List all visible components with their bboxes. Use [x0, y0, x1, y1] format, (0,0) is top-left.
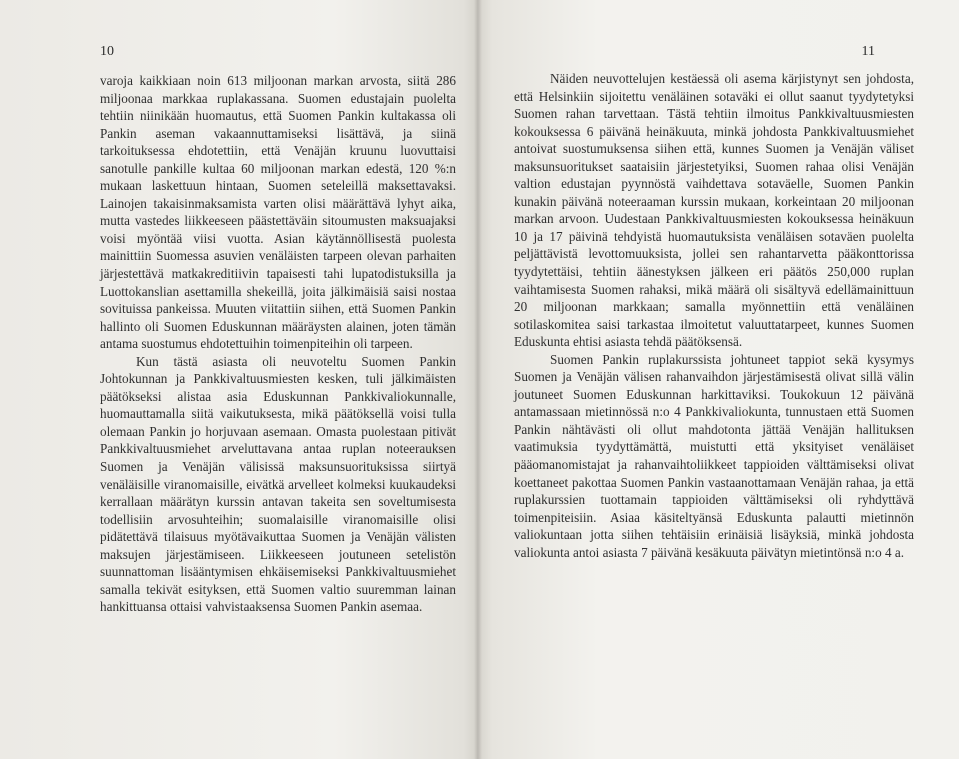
right-paragraph-2: Suomen Pankin ruplakurssista johtuneet tappiot sekä kysymys Suomen ja Venäjän välisen rahanvaihdon järjestämisestä olivat sillä välin joutuneet Suomen Eduskunnan harkittaviksi. Toukokuun 12 päivänä antamassaan mietinnössä n:o 4 Pankkivaliokunta, tunnustaen että Suomen Pankin nähtävästi oli ollut mahdotonta jättää Venäjän hallituksen vaatimuksia tyydyttämättä, muistutti että yksityiset venäläiset pääomanomistajat ja rahanvaihtoliikkeet tappioiden välttämiseksi olivat koettaneet pakottaa Suomen Pankin vastaanottamaan Venäjän rahaa, ja että ruplakurssien tuottamain tappioiden välttämiseksi oli ryhdyttävä toimenpiteisiin. Asiaa käsiteltyänsä Eduskunta palautti mietinnön valiokuntaan jotta siihen tehtäisiin erinäisiä lisäyksiä, minkä johdosta valiokunta antoi asiasta 7 päivänä kesäkuuta päivätyn mietintönsä n:o 4 a. [514, 351, 914, 560]
right-page-body [514, 70, 914, 561]
right-page-number: 11 [861, 44, 875, 59]
book-gutter [474, 0, 482, 759]
left-paragraph-2: Kun tästä asiasta oli neuvoteltu Suomen Pankin Johtokunnan ja Pankkivaltuusmiesten kesken, tuli jälkimäisten päätökseksi alistaa asia Eduskunnan Pankkivaliokunnalle, huomauttamalla siitä vaikutuksesta, mikä päätöksellä voisi tulla olemaan Pankin jo horjuvaan asemaan. Omasta puolestaan pitivät Pankkivaltuusmiehet arveluttavana antaa ruplan noteerauksen Suomen ja Venäjän välisissä maksunsuorituksissa siirtyä venäläisille viranomaisille, eivätkä arvelleet kolmeksi kuukaudeksi kerrallaan määrätyn kurssin antavan takeita sen soveltumisesta todellisiin arvosuhteihin; suomalaisille viranomaisille olisi pidätettävä tilaisuus myötävaikuttaa Suomen ja Venäjän välisten maksujen järjestämiseen. Liikkeeseen joutuneen setelistön suunnattoman lisääntymisen ehkäisemiseksi Pankkivaltuusmiehet samalla tekivät esityksen, että Suomen valtio suuremman lainan hankittuansa ottaisi vahvistaaksensa Suomen Pankin asemaa. [100, 353, 456, 615]
left-page-number: 10 [100, 44, 114, 59]
left-page [0, 0, 478, 759]
right-page [478, 0, 959, 759]
right-paragraph-1: Näiden neuvottelujen kestäessä oli asema kärjistynyt sen johdosta, että Helsinkiin sijoitettu venäläinen sotaväki ei ollut saanut tyydytetyksi Suomen rahan tarvettaan. Tästä tehtiin ilmoitus Pankkivaltuusmiesten kokouksessa 6 päivänä heinäkuuta, minkä johdosta Pankkivaltuusmiehet antoivat suostumuksensa siihen että, kunnes Suomen ja Venäjän väliset maksunsuoritukset saataisiin järjestetyiksi, Suomen rahaa olisi Venäjän valtion edustajan pyynnöstä vaihdettava sotaväelle, Suomen Pankin kunakin päivänä noteeraaman kurssin mukaan, korkeintaan 20 miljoonan markan arvoon. Uudestaan Pankkivaltuusmiesten kokouksessa heinäkuun 10 ja 17 päivinä tehdyistä huomautuksista venäläisen sotaväen puolelta peljättävistä levottomuuksista, jollei sen rahantarvetta pääkonttorissa tyydytettäisi, tehtiin äänestyksen jälkeen eri päätös 250,000 ruplan vaihtamisesta Suomen rahaksi, mikä määrä oli sisältyvä edellämainittuun 20 miljoonan markkaan; samalla myönnettiin että venäläinen sotilaskomitea saisi tarkastaa ilmoitetut valuuttatarpeet, kunnes Suomen Eduskunta ehtisi asiasta tehdä päätöksensä. [514, 71, 914, 350]
left-page-body [100, 72, 456, 616]
left-paragraph-1: varoja kaikkiaan noin 613 miljoonan markan arvosta, siitä 286 miljoonaa markkaa ruplakassana. Suomen edustajain puolelta tehtiin niinikään huomautus, että Suomen Pankin kultakassa oli Pankin aseman vakaannuttamiseksi lisättävä, ja siinä tarkoituksessa ehdotettiin, että Venäjän kruunu luovuttaisi sanotulle pankille kultaa 60 miljoonan markan edestä, 120 %:n mukaan laskettuun hintaan, Suomen seteleillä maksettavaksi. Lainojen takaisinmaksamista varten olisi määrättävä lyhyt aika, mutta vastedes liikkeeseen päästettäväin sitoumusten maksuajaksi voisi myöntää viisi vuotta. Asian käytännöllisestä puolesta mainittiin Suomessa asuvien venäläisten tarpeen olevan parhaiten järjestettävä matkakreditiivin tapaisesti tahi lupatodistuksilla ja Luottokanslian asettamilla shekeillä, joita jälkimäisiä saisi nostaa sovituissa pankeissa. Muuten viitattiin siihen, että Suomen Pankin hallinto oli Suomen Eduskunnan määräysten alainen, joten tämän antama suostumus ehdotettuihin toimenpiteihin oli tarpeen. [100, 73, 456, 352]
